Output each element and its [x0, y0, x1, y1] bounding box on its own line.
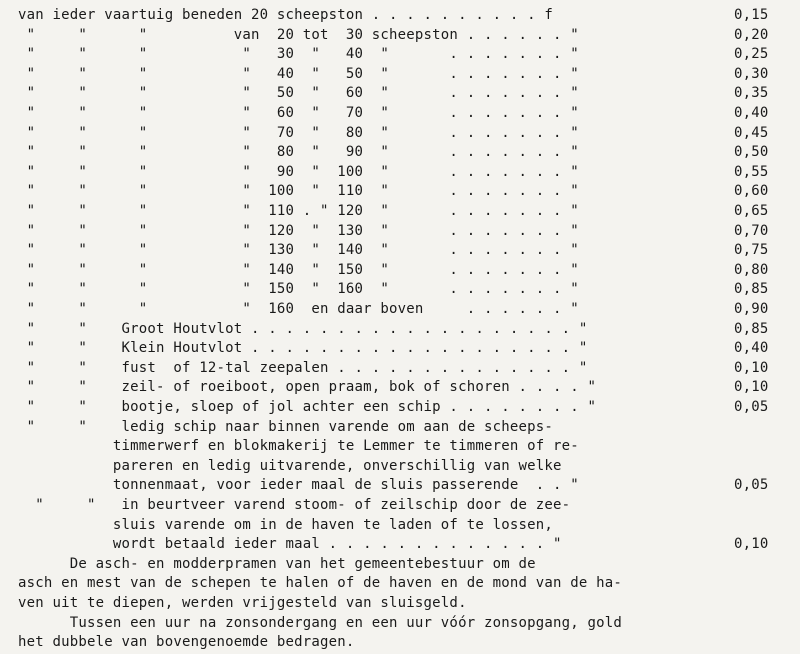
tariff-amount: 0,50 — [734, 144, 769, 161]
text-line: " " " " 110 . " 120 " . . . . . . . " — [18, 203, 579, 219]
text-line: asch en mest van de schepen te halen of de haven en de mond van de ha- — [18, 575, 623, 592]
tariff-amount: 0,75 — [734, 242, 769, 259]
text-line: De asch- en modderpramen van het gemeentebestuur om de — [18, 555, 536, 572]
tariff-amount: 0,10 — [734, 536, 769, 553]
text-line: " " " " 40 " 50 " . . . . . . . " — [18, 65, 579, 82]
text-line: " " " " 150 " 160 " . . . . . . . " — [18, 281, 579, 298]
tariff-amount: 0,20 — [734, 26, 769, 43]
text-line: " " Groot Houtvlot . . . . . . . . . . . . . . . . . . . " — [18, 320, 588, 337]
text-line: tonnenmaat, voor ieder maal de sluis passerende . . " — [18, 477, 579, 494]
tariff-amount: 0,45 — [734, 124, 769, 141]
text-line: " " " " 100 " 110 " . . . . . . . " — [18, 183, 579, 200]
tariff-amount: 0,10 — [734, 359, 769, 376]
text-line: ven uit te diepen, werden vrijgesteld van sluisgeld. — [18, 595, 467, 611]
tariff-amount: 0,85 — [734, 320, 769, 337]
text-line: " " " van 20 tot 30 scheepston . . . . . . " — [18, 26, 579, 43]
tariff-amount: 0,90 — [734, 301, 769, 317]
text-line: Tussen een uur na zonsondergang en een uur vóór zonsopgang, gold — [18, 614, 623, 631]
tariff-amount: 0,25 — [734, 46, 769, 63]
text-line: " " Klein Houtvlot . . . . . . . . . . . . . . . . . . . " — [18, 340, 588, 357]
tariff-amount: 0,80 — [734, 261, 769, 278]
text-line: " " bootje, sloep of jol achter een schip . . . . . . . . " — [18, 399, 597, 415]
text-line: " " zeil- of roeiboot, open praam, bok of schoren . . . . " — [18, 379, 597, 396]
text-line: " " " " 30 " 40 " . . . . . . . " — [18, 46, 579, 63]
text-line: " " in beurtveer varend stoom- of zeilschip door de zee- — [18, 497, 571, 513]
text-line: wordt betaald ieder maal . . . . . . . . . . . . . " — [18, 536, 562, 553]
text-line: " " fust of 12-tal zeepalen . . . . . . . . . . . . . . " — [18, 359, 588, 376]
tariff-amount: 0,55 — [734, 163, 769, 180]
tariff-amount: 0,85 — [734, 281, 769, 298]
tariff-amount: 0,70 — [734, 222, 769, 239]
text-line: van ieder vaartuig beneden 20 scheepston . . . . . . . . . . f — [18, 7, 553, 23]
tariff-amount: 0,15 — [734, 7, 769, 23]
tariff-amount: 0,10 — [734, 379, 769, 396]
text-line: " " " " 140 " 150 " . . . . . . . " — [18, 261, 579, 278]
text-line: " " " " 160 en daar boven . . . . . . " — [18, 301, 579, 317]
text-line: " " " " 120 " 130 " . . . . . . . " — [18, 222, 579, 239]
text-line: " " " " 90 " 100 " . . . . . . . " — [18, 163, 579, 180]
text-line: pareren en ledig uitvarende, onverschillig van welke — [18, 457, 562, 474]
tariff-amount: 0,35 — [734, 85, 769, 102]
text-line: " " " " 60 " 70 " . . . . . . . " — [18, 105, 579, 121]
text-line: het dubbele van bovengenoemde bedragen. — [18, 634, 355, 651]
tariff-amount: 0,60 — [734, 183, 769, 200]
text-line: " " " " 70 " 80 " . . . . . . . " — [18, 124, 579, 141]
tariff-amount: 0,40 — [734, 340, 769, 357]
text-line: " " " " 50 " 60 " . . . . . . . " — [18, 85, 579, 102]
tariff-amount: 0,05 — [734, 399, 769, 415]
text-line: sluis varende om in de haven te laden of te lossen, — [18, 516, 553, 533]
tariff-amount: 0,05 — [734, 477, 769, 494]
tariff-amount: 0,65 — [734, 203, 769, 219]
tariff-amount: 0,30 — [734, 65, 769, 82]
tariff-amount: 0,40 — [734, 105, 769, 121]
text-line: timmerwerf en blokmakerij te Lemmer te timmeren of re- — [18, 438, 579, 455]
text-line: " " ledig schip naar binnen varende om aan de scheeps- — [18, 418, 553, 435]
text-line: " " " " 130 " 140 " . . . . . . . " — [18, 242, 579, 259]
text-line: " " " " 80 " 90 " . . . . . . . " — [18, 144, 579, 161]
